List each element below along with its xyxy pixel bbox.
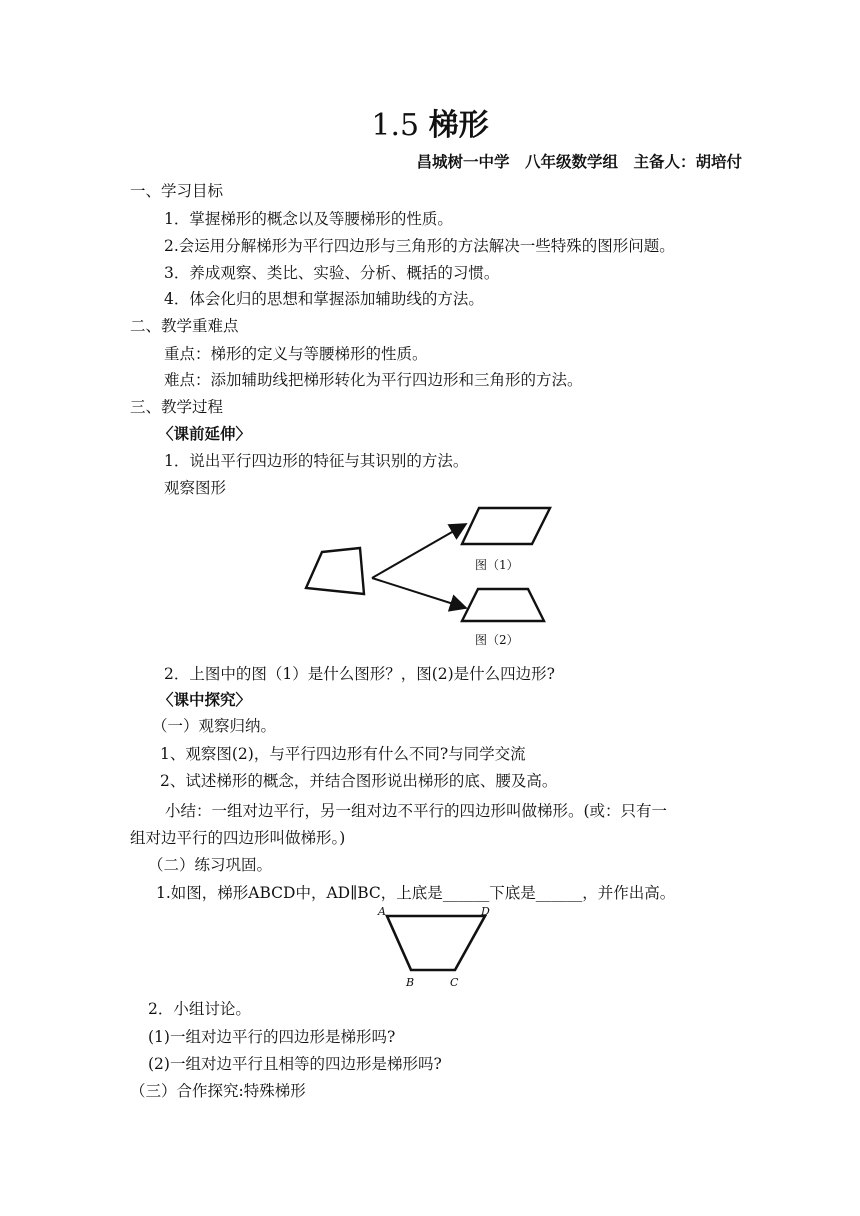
summary-line-2: 组对边平行的四边形叫做梯形。) <box>130 829 346 847</box>
exercise-2-a: (1)一组对边平行的四边形是梯形吗? <box>148 1028 396 1046</box>
pre-question-2: 2．上图中的图（1）是什么图形？，图(2)是什么四边形? <box>164 665 555 683</box>
part-1-item-1: 1、观察图(2)，与平行四边形有什么不同?与同学交流 <box>160 745 526 763</box>
goal-item-1: 1．掌握梯形的概念以及等腰梯形的性质。 <box>164 210 453 228</box>
section-1-heading: 一、学习目标 <box>130 182 224 200</box>
goal-item-3: 3．养成观察、类比、实验、分析、概括的习惯。 <box>164 264 500 282</box>
figure-2-trapezoid <box>375 902 495 990</box>
section-3-heading: 三、教学过程 <box>130 398 224 416</box>
page-title <box>0 108 860 144</box>
title-number: 1.5 <box>371 108 420 143</box>
part-1-heading: （一）观察归纳。 <box>152 717 277 735</box>
figure-1-diagram <box>292 496 557 656</box>
goal-item-2: 2.会运用分解梯形为平行四边形与三角形的方法解决一些特殊的图形问题。 <box>164 237 675 255</box>
exercise-2-b: (2)一组对边平行且相等的四边形是梯形吗? <box>148 1055 442 1073</box>
author-line: 昌城树一中学 八年级数学组 主备人：胡培付 <box>416 152 742 171</box>
vertex-a-label: A <box>378 905 386 918</box>
exercise-2: 2．小组讨论。 <box>148 1000 251 1018</box>
figure-1-label: 图（1） <box>475 558 519 572</box>
source-quadrilateral <box>306 548 364 594</box>
figure-2-label: 图（2） <box>475 633 519 647</box>
arrow-to-figure-1 <box>372 524 466 578</box>
pre-class-title: 〈课前延伸〉 <box>158 424 252 443</box>
exercise-1: 1.如图，梯形ABCD中，AD∥BC，上底是______下底是______，并作出高。 <box>156 884 676 902</box>
pre-question-1: 1．说出平行四边形的特征与其识别的方法。 <box>164 452 469 470</box>
observe-label: 观察图形 <box>164 479 227 497</box>
difficult-point: 难点：添加辅助线把梯形转化为平行四边形和三角形的方法。 <box>164 371 583 389</box>
vertex-d-label: D <box>481 905 490 918</box>
part-2-heading: （二）练习巩固。 <box>148 856 273 874</box>
vertex-c-label: C <box>450 976 459 989</box>
key-point: 重点：梯形的定义与等腰梯形的性质。 <box>164 345 428 363</box>
part-3-heading: （三）合作探究:特殊梯形 <box>130 1082 306 1100</box>
parallelogram-shape <box>462 508 550 544</box>
in-class-title: 〈课中探究〉 <box>158 690 252 709</box>
section-2-heading: 二、教学重难点 <box>130 317 239 335</box>
summary-line-1: 小结：一组对边平行，另一组对边不平行的四边形叫做梯形。(或：只有一 <box>165 802 668 820</box>
goal-item-4: 4．体会化归的思想和掌握添加辅助线的方法。 <box>164 290 484 308</box>
trapezoid-abcd <box>387 916 485 970</box>
part-1-item-2: 2、试述梯形的概念，并结合图形说出梯形的底、腰及高。 <box>160 772 558 790</box>
title-word: 梯形 <box>428 108 489 143</box>
vertex-b-label: B <box>406 976 415 989</box>
arrow-to-figure-2 <box>372 578 466 608</box>
trapezoid-shape <box>462 589 544 621</box>
